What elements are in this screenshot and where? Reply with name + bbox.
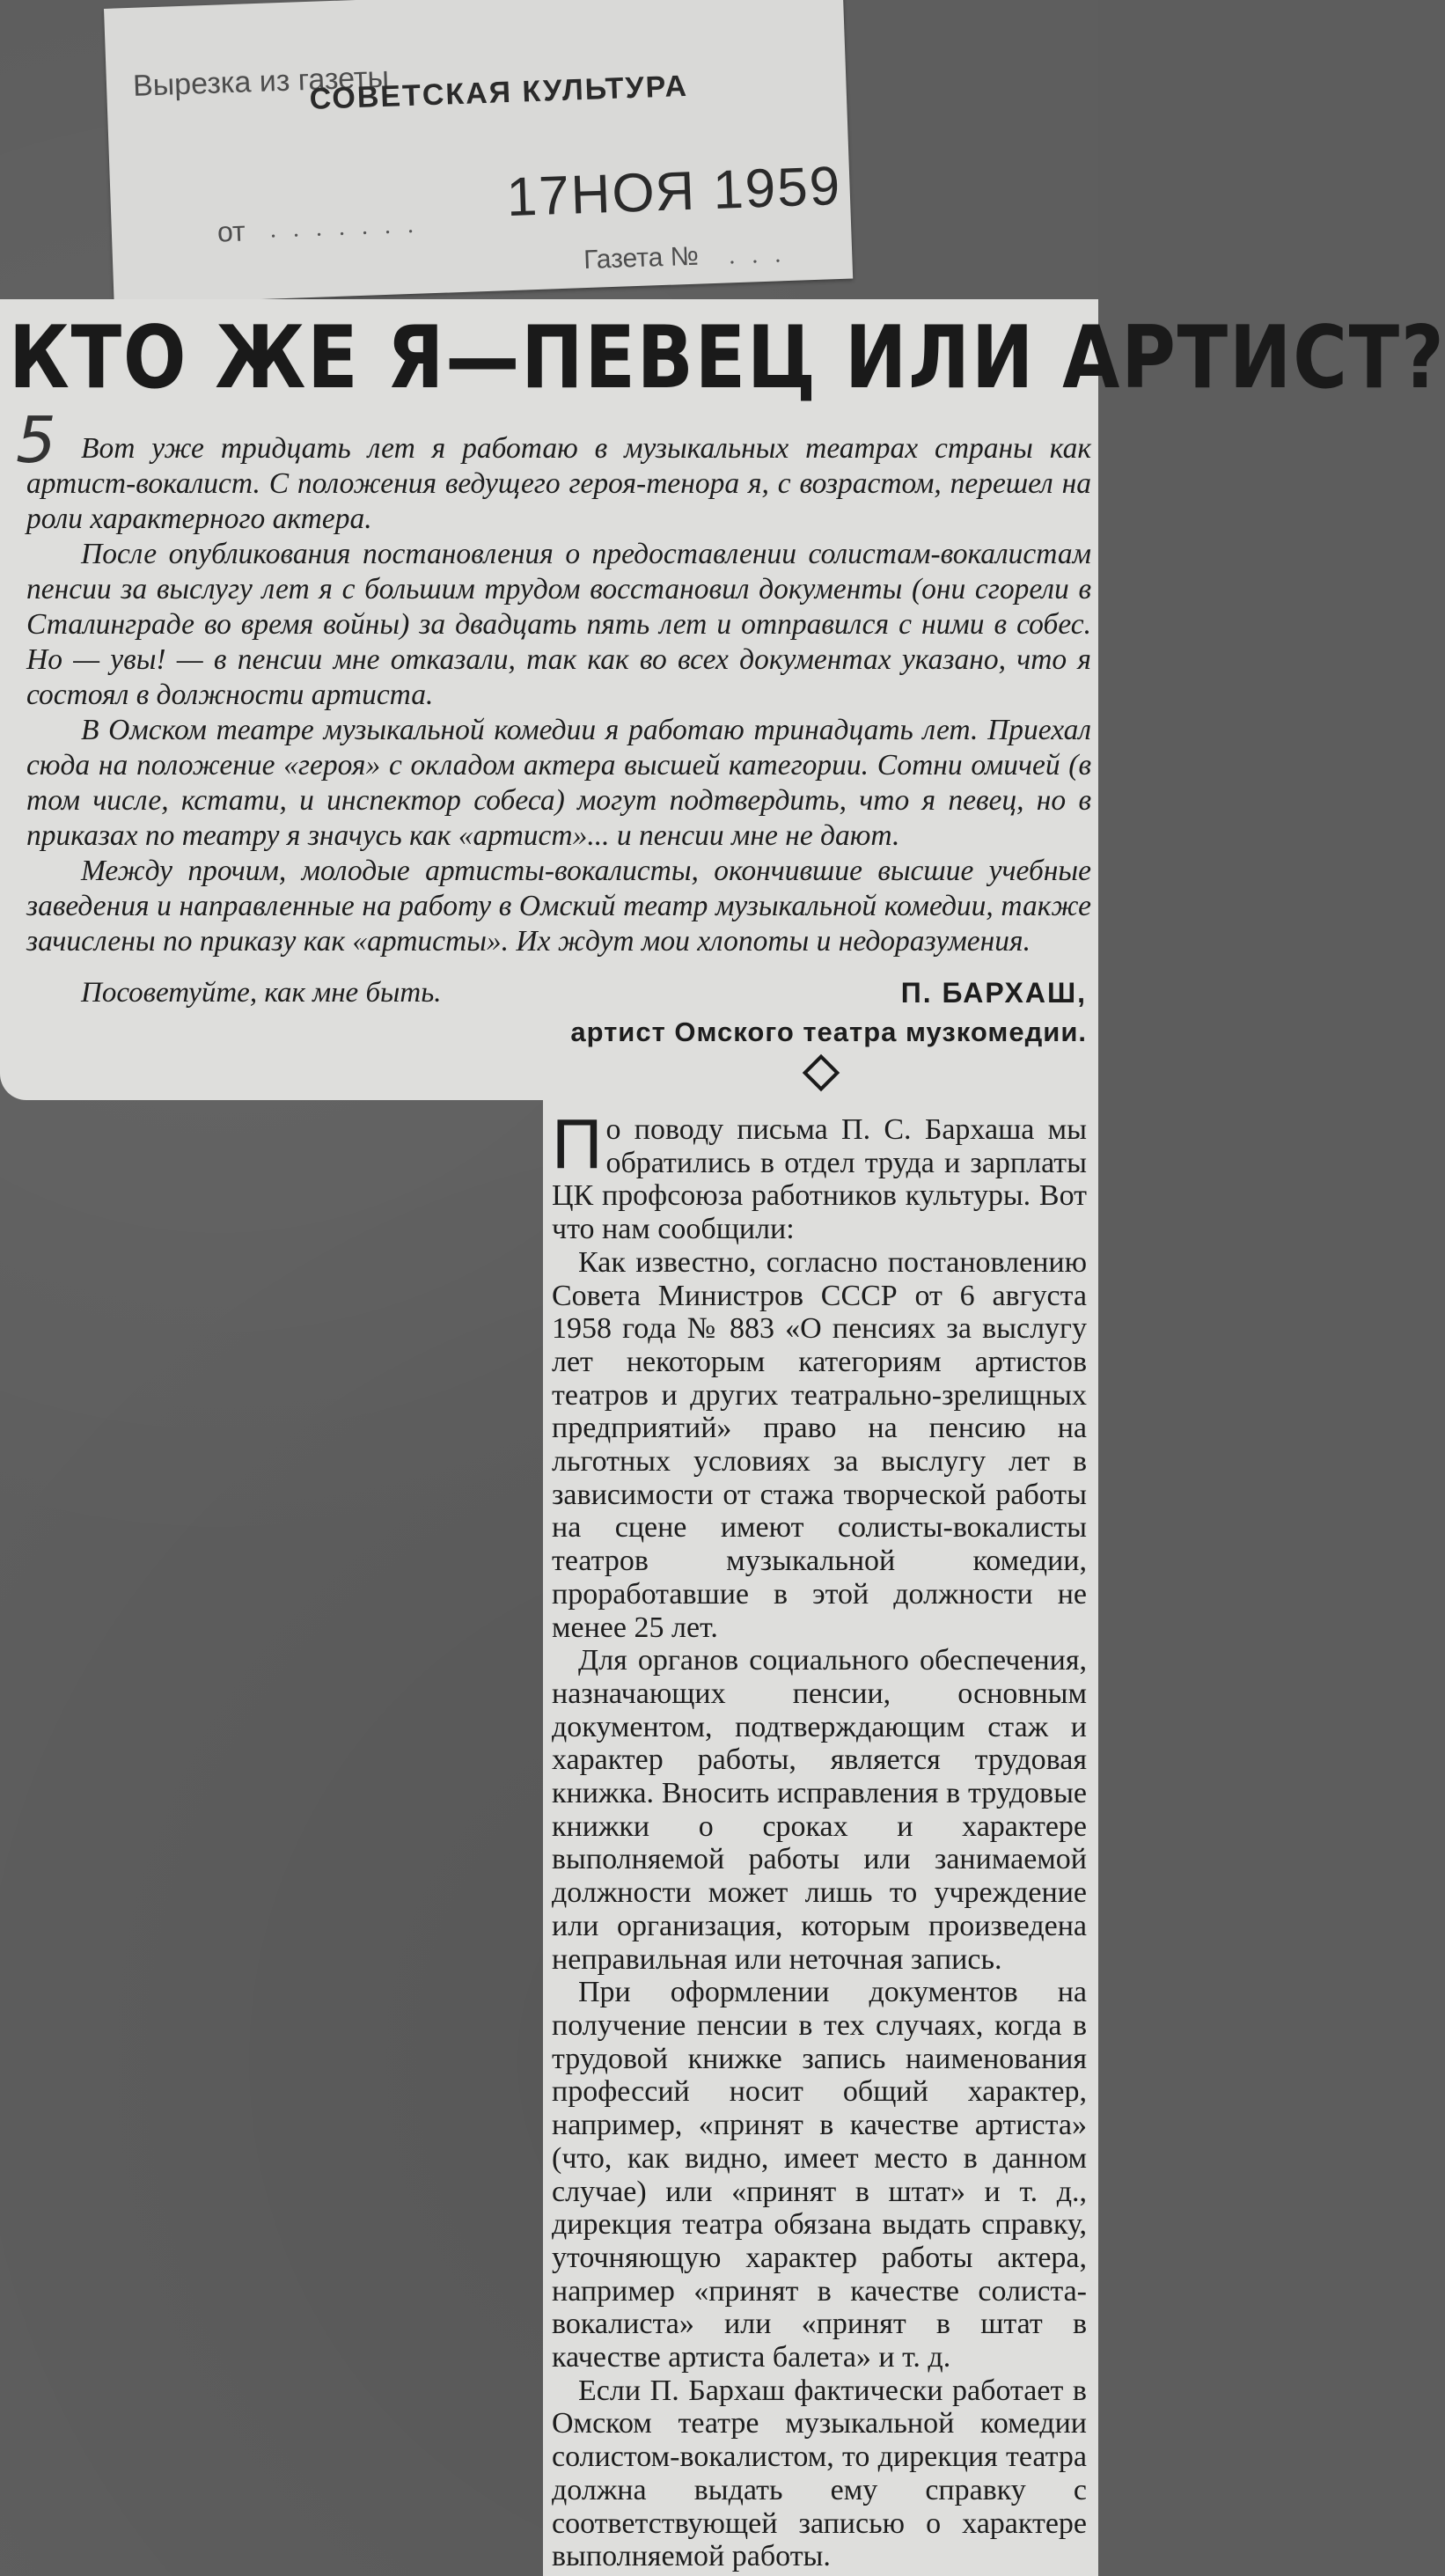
label-issue-dots: . . . (728, 240, 787, 270)
reply-paragraph: Как известно, согласно постановлению Совета Министров СССР от 6 августа 1958 года № 883 «О пенсиях за выслугу лет некоторым категориям артистов театров и других театрально-зрелищных предприятий» право на пенсию на льготных условиях за выслугу лет в зависимости от стажа творческой работы на сцене имеют солисты-вокалисты театров музыкальной комедии, проработавшие в этой должности не менее 25 лет. (552, 1245, 1087, 1644)
reply-paragraph: При оформлении документов на получение пенсии в тех случаях, когда в трудовой книжке запись наименования профессий носит общий характер, например, «принят в качестве артиста» (что, как видно, имеет место в данном случае) или «принят в штат» и т. д., дирекция театра обязана выдать справку, уточняющую характер работы актера, например «принят в качестве солиста-вокалиста» или «принят в штат в качестве артиста балета» и т. д. (552, 1976, 1087, 2374)
author-name: П. БАРХАШ, (900, 977, 1087, 1009)
label-newspaper-name: СОВЕТСКАЯ КУЛЬТУРА (309, 69, 689, 116)
editorial-reply (552, 1105, 1087, 2573)
label-issue-number: Газета № (583, 241, 700, 275)
label-dotted-line: . . . . . . . (269, 210, 420, 244)
label-clipping-from: Вырезка из газеты (132, 60, 390, 103)
label-date-prefix: от (216, 215, 246, 248)
reader-letter (26, 431, 1091, 959)
drop-cap: П (552, 1105, 603, 1183)
reply-paragraph: Если П. Бархаш фактически работает в Омском театре музыкальной комедии солистом-вокалистом, то дирекция театра должна выдать ему справку с соответствующей записью о характере выполняемой работы. (552, 2374, 1087, 2573)
signature-row (26, 977, 1087, 1016)
date-stamp: 17НОЯ 1959 (505, 155, 843, 229)
letter-closing: Посоветуйте, как мне быть. (81, 977, 442, 1009)
pencil-mark: 5 (16, 403, 56, 477)
clipping-label-card (104, 0, 853, 305)
letter-paragraph: В Омском театре музыкальной комедии я работаю тринадцать лет. Приехал сюда на положение «героя» с окладом актера высшей категории. Сотни омичей (в том числе, кстати, и инспектор собеса) могут подтвердить, что я певец, но в приказах по театру я значусь как «артист»... и пенсии мне не дают. (26, 714, 1091, 852)
letter-paragraph: Вот уже тридцать лет я работаю в музыкальных театрах страны как артист-вокалист. С положения ведущего героя-тенора я, с возрастом, перешел на роли характерного актера. (26, 432, 1091, 535)
reply-first-text: о поводу письма П. С. Бархаша мы обратились в отдел труда и зарплаты ЦК профсоюза работников культуры. Вот что нам сообщили: (552, 1113, 1087, 1246)
letter-paragraph: После опубликования постановления о предоставлении солистам-вокалистам пенсии за выслугу лет я с большим трудом восстановил документы (они сгорели в Сталинграде во время войны) за двадцать пять лет и отправился с ними в собес. Но — увы! — в пенсии мне отказали, так как во всех документах указано, что я состоял в должности артиста. (26, 538, 1091, 711)
article-headline: КТО ЖЕ Я—ПЕВЕЦ ИЛИ АРТИСТ? (9, 308, 1445, 408)
author-title: артист Омского театра музкомедии. (570, 1016, 1087, 1047)
reply-paragraph (552, 1105, 1087, 1246)
reply-paragraph: Для органов социального обеспечения, назначающих пенсии, основным документом, подтверждающим стаж и характер работы, является трудовая книжка. Вносить исправления в трудовые книжки о сроках и характере выполняемой работы или занимаемой должности может лишь то учреждение или организация, которым произведена неправильная или неточная запись. (552, 1644, 1087, 1976)
letter-paragraph: Между прочим, молодые артисты-вокалисты, окончившие высшие учебные заведения и направленные на работу в Омский театр музыкальной комедии, также зачислены по приказу как «артисты». Их ждут мои хлопоты и недоразумения. (26, 855, 1091, 958)
